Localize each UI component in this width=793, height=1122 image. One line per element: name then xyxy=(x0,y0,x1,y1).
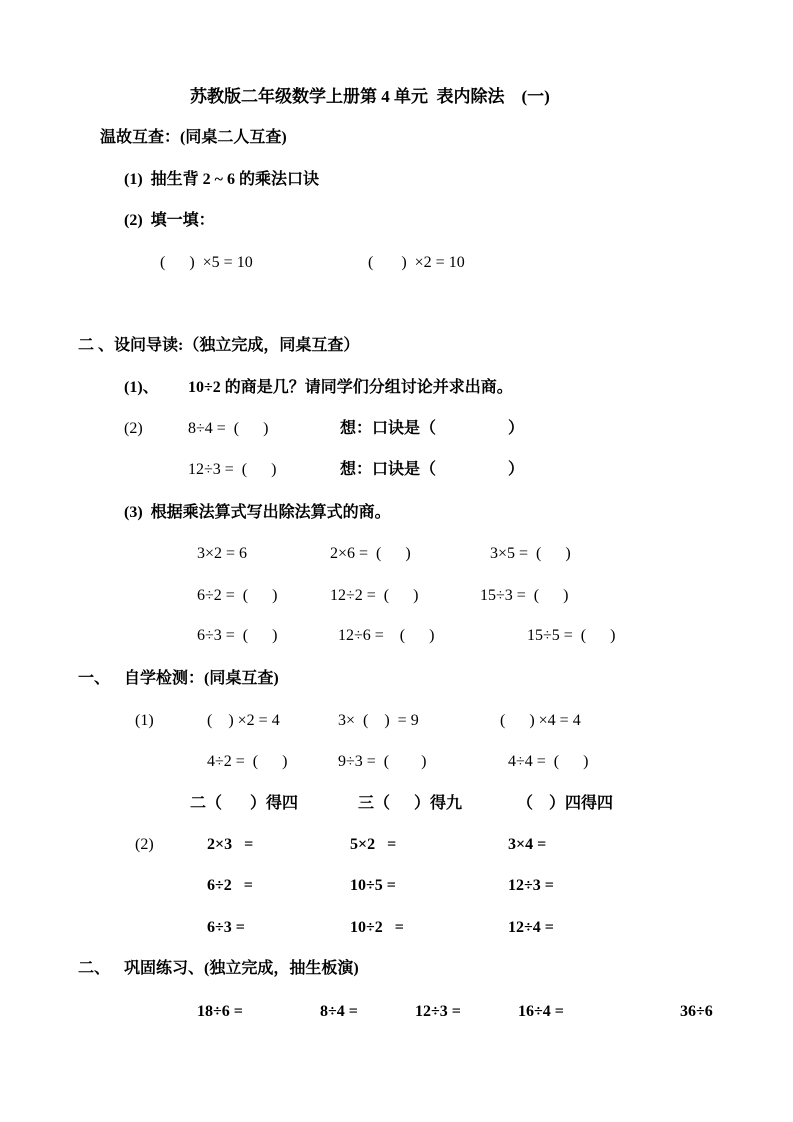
p2-cell: 2×3 = xyxy=(207,836,254,853)
p1-cell: 4÷4 = ( ) xyxy=(508,753,589,770)
page-title: 苏教版二年级数学上册第 4 单元 表内除法 (一) xyxy=(190,87,550,106)
guided-q2-label: (2) xyxy=(124,420,143,437)
q3-cell: 12÷6 = ( ) xyxy=(338,627,435,644)
practice-item: 36÷6 xyxy=(680,1003,713,1020)
selfcheck-number: 一、 xyxy=(78,670,111,687)
fill-blank: ( ) ×5 = 10 xyxy=(160,254,253,271)
guided-q2-think: 想：口诀是（ ） xyxy=(340,461,525,478)
p1-cell: 3× ( ) = 9 xyxy=(338,712,419,729)
fill-blank: ( ) ×2 = 10 xyxy=(368,254,465,271)
selfcheck-heading: 自学检测：(同桌互查) xyxy=(124,670,279,687)
p1-cell: 9÷3 = ( ) xyxy=(338,753,427,770)
q3-cell: 3×5 = ( ) xyxy=(490,545,571,562)
rhyme-blank: （ ）四得四 xyxy=(517,795,614,812)
p1-cell: 4÷2 = ( ) xyxy=(207,753,288,770)
q3-cell: 2×6 = ( ) xyxy=(330,545,411,562)
guided-q3: (3) 根据乘法算式写出除法算式的商。 xyxy=(124,504,391,521)
practice-number: 二、 xyxy=(78,960,111,977)
guided-q2-think: 想：口诀是（ ） xyxy=(340,420,525,437)
q3-cell: 12÷2 = ( ) xyxy=(330,587,419,604)
p2-cell: 6÷2 = xyxy=(207,877,253,894)
practice-heading: 巩固练习、(独立完成，抽生板演) xyxy=(124,960,359,977)
review-heading: 温故互查：(同桌二人互查) xyxy=(100,129,287,146)
p2-cell: 5×2 = xyxy=(350,836,397,853)
practice-item: 18÷6 = xyxy=(197,1003,243,1020)
guided-q1-text: 10÷2 的商是几？请同学们分组讨论并求出商。 xyxy=(188,379,513,396)
guided-q2-expr: 8÷4 = ( ) xyxy=(188,420,269,437)
p2-cell: 12÷4 = xyxy=(508,919,554,936)
p2-cell: 3×4 = xyxy=(508,836,547,853)
rhyme-blank: 二（ ）得四 xyxy=(190,795,299,812)
practice-item: 8÷4 = xyxy=(320,1003,358,1020)
q3-cell: 15÷5 = ( ) xyxy=(527,627,616,644)
p2-cell: 12÷3 = xyxy=(508,877,554,894)
q3-cell: 6÷3 = ( ) xyxy=(197,627,278,644)
p2-cell: 10÷2 = xyxy=(350,919,404,936)
selfcheck-p2-label: (2) xyxy=(135,836,154,853)
q3-cell: 3×2 = 6 xyxy=(197,545,248,562)
p1-cell: ( ) ×2 = 4 xyxy=(207,712,280,729)
selfcheck-p1-label: (1) xyxy=(135,712,154,729)
p2-cell: 6÷3 = xyxy=(207,919,245,936)
q3-cell: 6÷2 = ( ) xyxy=(197,587,278,604)
guided-q2-expr: 12÷3 = ( ) xyxy=(188,461,277,478)
p1-cell: ( ) ×4 = 4 xyxy=(500,712,581,729)
guided-heading: 二 、设问导读:（独立完成，同桌互查） xyxy=(78,337,360,354)
practice-item: 16÷4 = xyxy=(518,1003,564,1020)
guided-q1-label: (1)、 xyxy=(124,379,159,396)
review-item-1: (1) 抽生背 2 ~ 6 的乘法口诀 xyxy=(124,171,319,188)
practice-item: 12÷3 = xyxy=(415,1003,461,1020)
p2-cell: 10÷5 = xyxy=(350,877,396,894)
review-item-2: (2) 填一填： xyxy=(124,212,215,229)
rhyme-blank: 三（ ）得九 xyxy=(358,795,463,812)
q3-cell: 15÷3 = ( ) xyxy=(480,587,569,604)
